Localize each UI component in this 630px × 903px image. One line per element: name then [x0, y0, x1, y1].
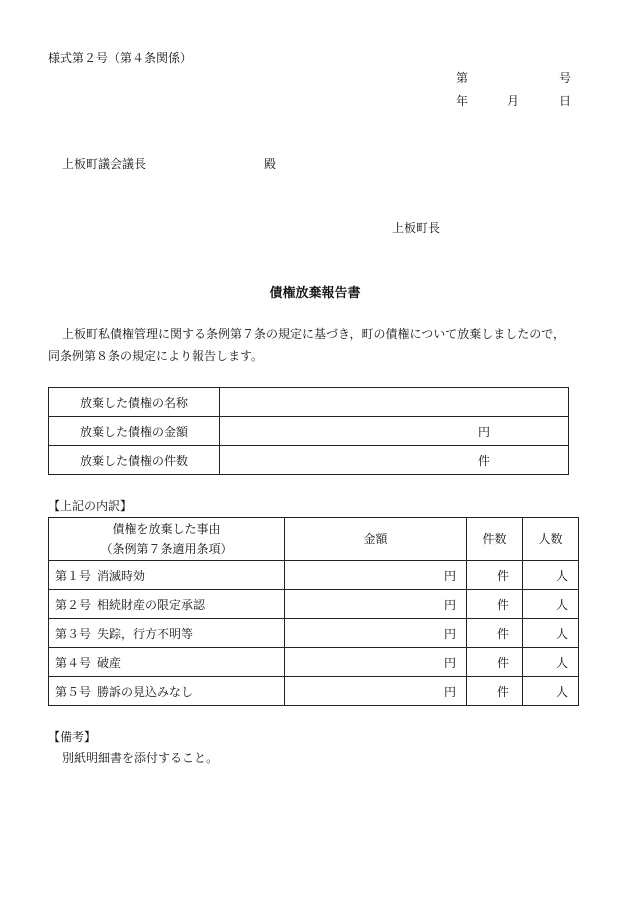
header-reason-line2: （条例第７条適用条項）: [100, 542, 233, 556]
reason-number: 第１号: [55, 568, 92, 583]
doc-number-prefix: 第: [456, 71, 469, 85]
reason-text: 失踪，行方不明等: [97, 626, 194, 641]
amount-cell: 円: [285, 590, 467, 619]
reason-number: 第３号: [55, 626, 92, 641]
doc-number-suffix: 号: [559, 71, 572, 85]
table-row: [49, 561, 579, 590]
table-row: [49, 648, 579, 677]
body-line-2: 同条例第８条の規定により報告します。: [48, 349, 264, 363]
page-title: 債権放棄報告書: [269, 286, 361, 301]
date-year: 年: [456, 94, 469, 108]
reason-text: 相続財産の限定承認: [97, 597, 206, 612]
body-line-1: 上板町私債権管理に関する条例第７条の規定に基づき，町の債権について放棄しましたので，: [62, 327, 566, 341]
table-row: [49, 677, 579, 706]
count-cell: 件: [467, 561, 523, 590]
summary-table: [48, 387, 569, 475]
reason-cell: [49, 648, 285, 677]
reason-text: 勝訴の見込みなし: [97, 684, 194, 699]
remarks-text: 別紙明細書を添付すること。: [62, 751, 219, 765]
reason-text: 消滅時効: [97, 568, 146, 583]
breakdown-table: [48, 517, 579, 706]
form-number: 様式第２号（第４条関係）: [48, 51, 193, 65]
count-cell: 件: [467, 590, 523, 619]
reason-text: 破産: [97, 655, 122, 670]
reason-cell: [49, 561, 285, 590]
header-amount: 金額: [285, 518, 467, 561]
reason-number: 第４号: [55, 655, 92, 670]
date-day: 日: [559, 94, 572, 108]
header-persons: 人数: [523, 518, 579, 561]
amount-cell: 円: [285, 561, 467, 590]
summary-row: [49, 446, 569, 475]
breakdown-heading: 【上記の内訳】: [48, 499, 133, 513]
header-count: 件数: [467, 518, 523, 561]
summary-value: 件: [220, 446, 569, 475]
reason-number: 第５号: [55, 684, 92, 699]
header-reason: [49, 518, 285, 561]
summary-row: [49, 388, 569, 417]
count-cell: 件: [467, 648, 523, 677]
persons-cell: 人: [523, 648, 579, 677]
persons-cell: 人: [523, 677, 579, 706]
reason-cell: [49, 619, 285, 648]
persons-cell: 人: [523, 561, 579, 590]
count-cell: 件: [467, 677, 523, 706]
persons-cell: 人: [523, 619, 579, 648]
amount-cell: 円: [285, 619, 467, 648]
count-cell: 件: [467, 619, 523, 648]
summary-value: [220, 388, 569, 417]
table-row: [49, 590, 579, 619]
breakdown-header-row: [49, 518, 579, 561]
reason-cell: [49, 677, 285, 706]
date-month: 月: [507, 94, 520, 108]
summary-label: 放棄した債権の金額: [49, 417, 220, 446]
table-row: [49, 619, 579, 648]
reason-number: 第２号: [55, 597, 92, 612]
header-reason-line1: 債権を放棄した事由: [112, 522, 221, 536]
persons-cell: 人: [523, 590, 579, 619]
summary-row: [49, 417, 569, 446]
summary-value: 円: [220, 417, 569, 446]
sender: 上板町長: [392, 221, 441, 235]
addressee-honorific: 殿: [264, 157, 277, 171]
summary-label: 放棄した債権の件数: [49, 446, 220, 475]
addressee-name: 上板町議会議長: [62, 157, 147, 171]
reason-cell: [49, 590, 285, 619]
summary-label: 放棄した債権の名称: [49, 388, 220, 417]
amount-cell: 円: [285, 677, 467, 706]
amount-cell: 円: [285, 648, 467, 677]
remarks-heading: 【備考】: [48, 730, 97, 744]
